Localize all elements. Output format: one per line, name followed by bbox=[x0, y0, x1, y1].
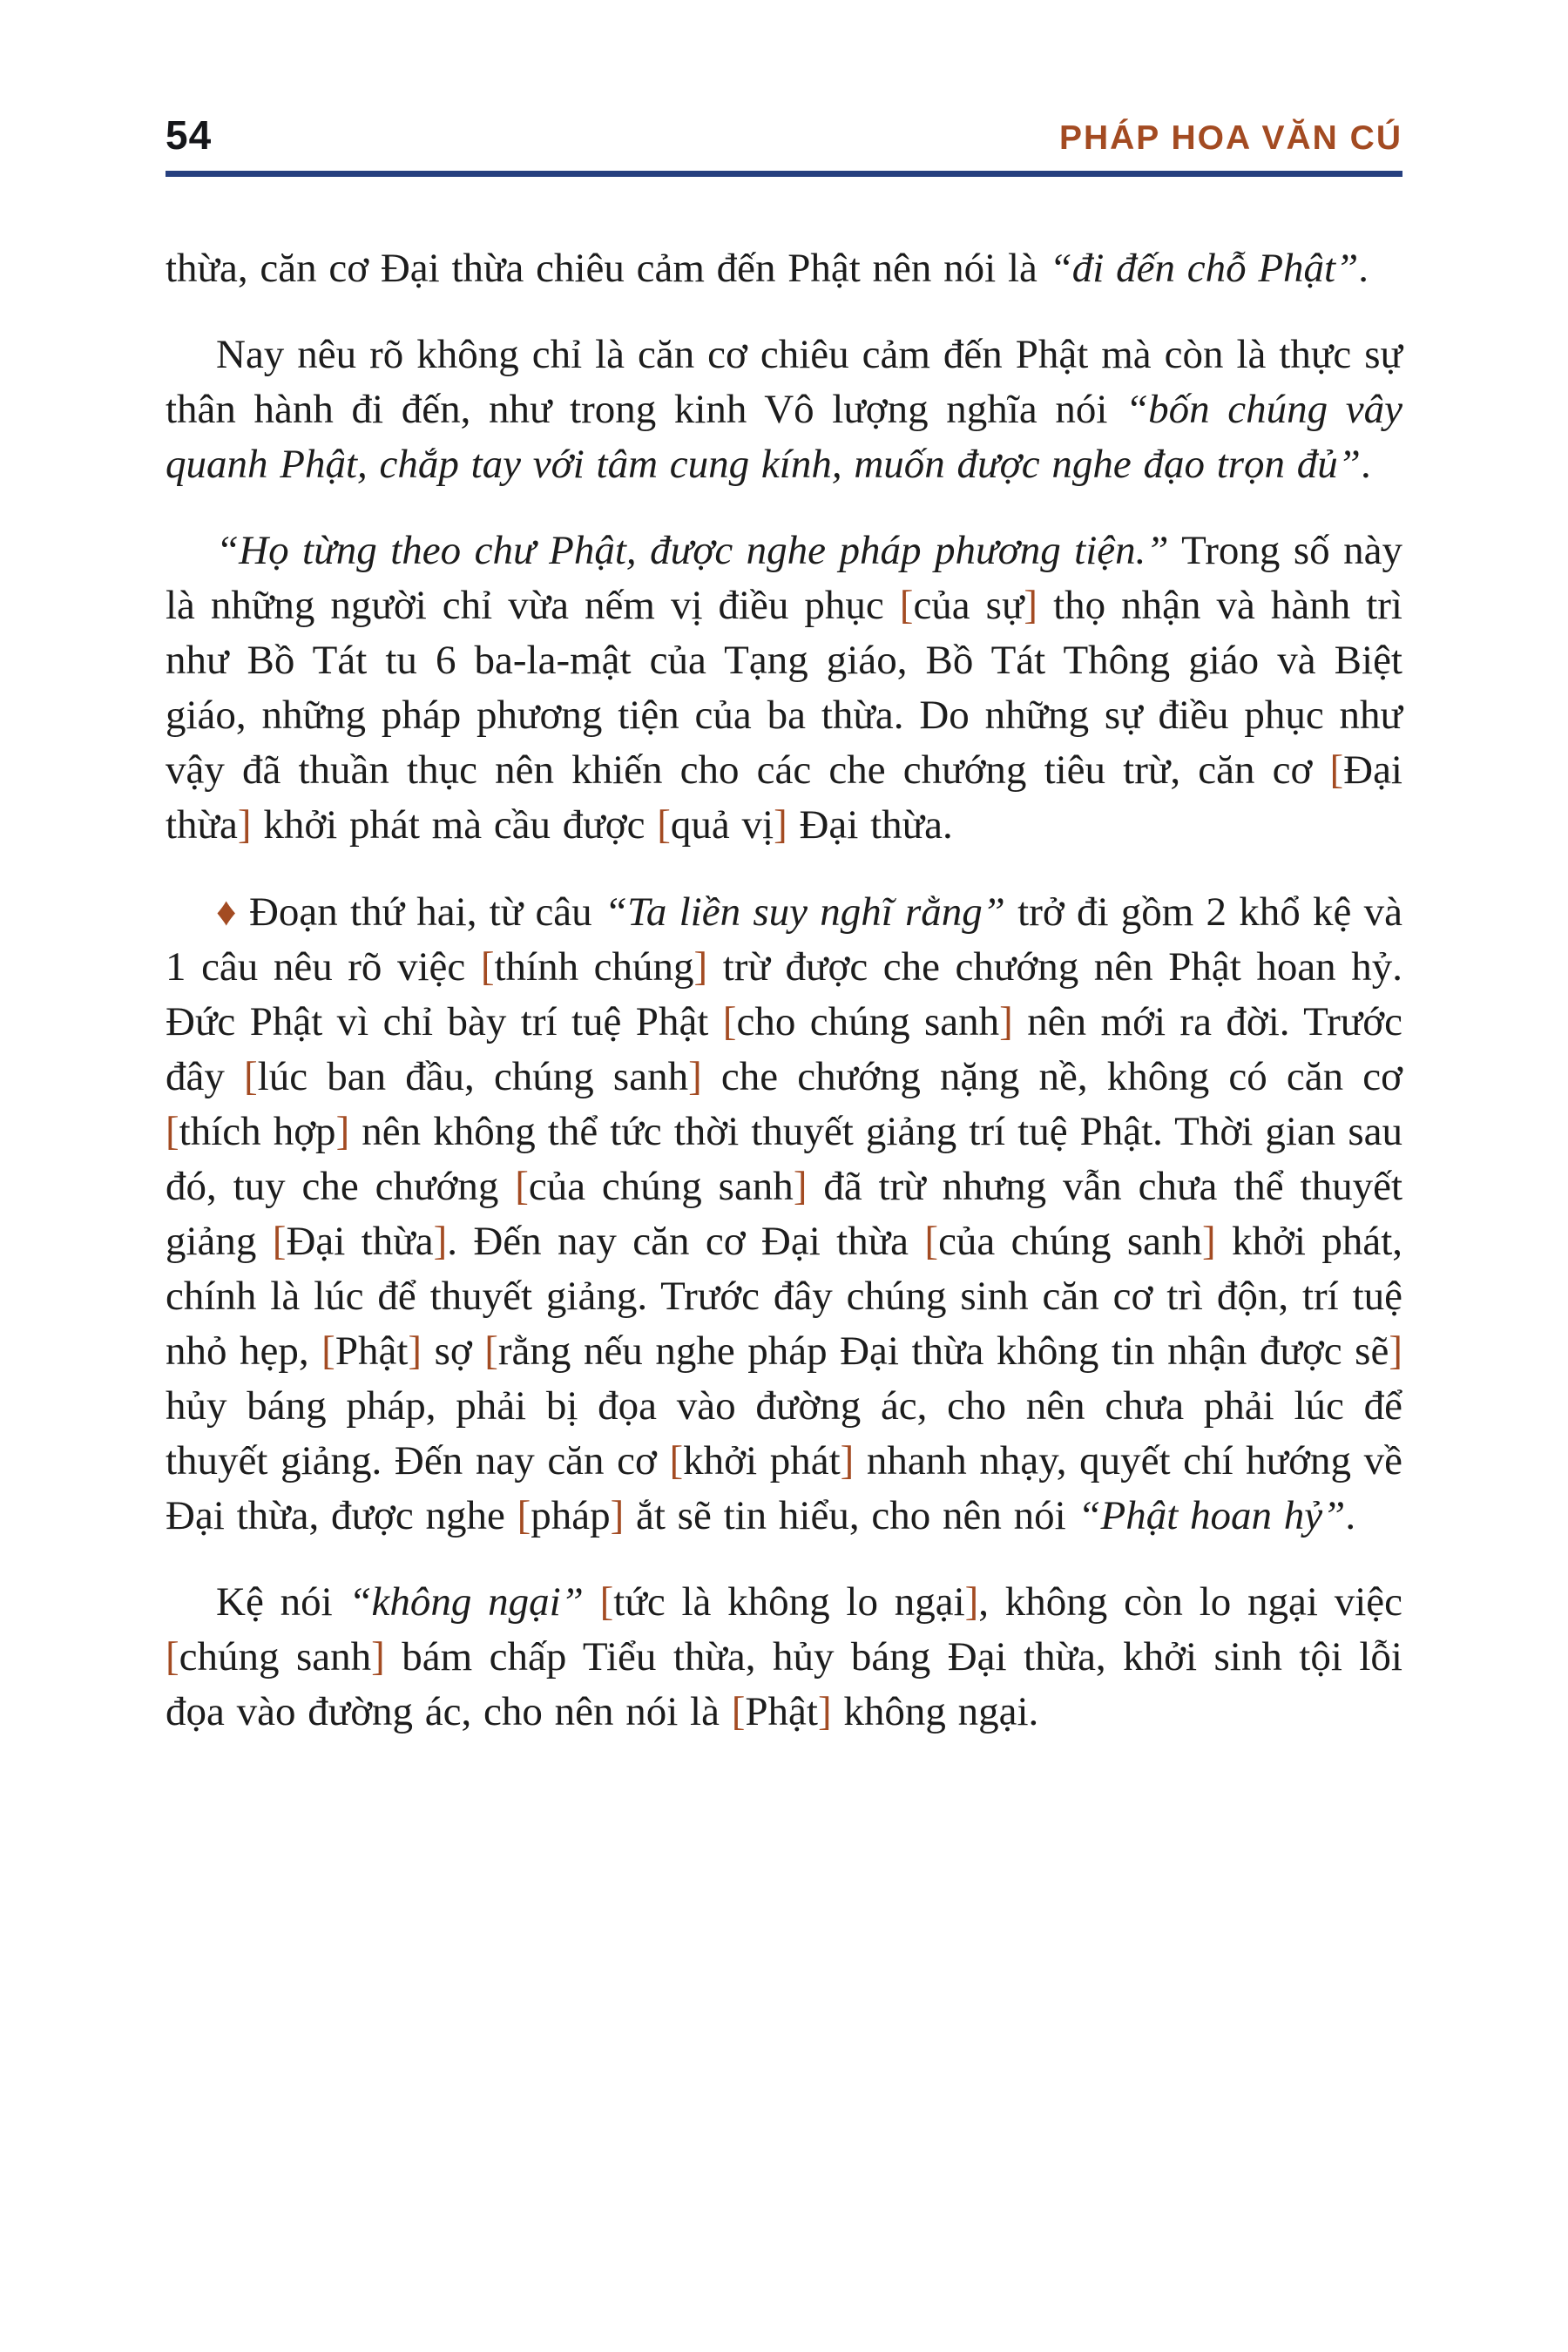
bracket-close: ] bbox=[335, 1109, 350, 1154]
bracket-annotation-text: lúc ban đầu, chúng sanh bbox=[257, 1054, 689, 1099]
bracket-close: ] bbox=[688, 1054, 702, 1099]
bracket-annotation-text: quả vị bbox=[670, 802, 774, 848]
quoted-scripture-text: “đi đến chỗ Phật” bbox=[1049, 246, 1359, 291]
bracket-annotation-text: pháp bbox=[531, 1493, 611, 1538]
bracket-close: ] bbox=[964, 1579, 979, 1625]
page-number: 54 bbox=[166, 112, 213, 158]
bracket-annotation-text: của chúng sanh bbox=[528, 1164, 794, 1209]
body-text: nhanh nhạy, quyết chí hướng về Đại thừa, được nghe bbox=[166, 1438, 1402, 1538]
bracket-close: ] bbox=[408, 1328, 422, 1374]
bracket-open: [ bbox=[166, 1634, 179, 1680]
body-text: trừ được che chướng nên Phật hoan hỷ. Đức Phật vì chỉ bày trí tuệ Phật bbox=[166, 944, 1402, 1044]
body-text: Nay nêu rõ không chỉ là căn cơ chiêu cảm đến Phật mà còn là thực sự thân hành đi đến, như trong kinh Vô lượng nghĩa nói bbox=[166, 332, 1402, 432]
bracket-close: ] bbox=[1024, 583, 1038, 628]
bracket-open: [ bbox=[669, 1438, 684, 1484]
paragraph bbox=[166, 884, 1402, 1544]
body-text: nên mới ra đời. Trước đây bbox=[166, 999, 1402, 1099]
bracket-annotation-text: khởi phát bbox=[683, 1438, 841, 1484]
header-rule-divider bbox=[166, 171, 1402, 177]
bracket-open: [ bbox=[722, 999, 737, 1044]
body-text: trở đi gồm 2 khổ kệ và 1 câu nêu rõ việc bbox=[166, 889, 1402, 990]
body-text: , không còn lo ngại việc bbox=[978, 1579, 1402, 1625]
bracket-open: [ bbox=[599, 1579, 614, 1625]
body-text: Kệ nói bbox=[216, 1579, 349, 1625]
body-text: . bbox=[1360, 442, 1371, 487]
bracket-close: ] bbox=[774, 802, 787, 848]
body-text: Đại thừa. bbox=[787, 802, 953, 848]
bracket-close: ] bbox=[999, 999, 1013, 1044]
paragraph bbox=[166, 524, 1402, 853]
body-text: sợ bbox=[422, 1328, 485, 1374]
bracket-annotation-text: cho chúng sanh bbox=[736, 999, 1000, 1044]
paragraph bbox=[166, 1575, 1402, 1740]
quoted-scripture-text: “bốn chúng vây quanh Phật, chắp tay với tâm cung kính, muốn được nghe đạo trọn đủ” bbox=[166, 387, 1402, 487]
bracket-open: [ bbox=[484, 1328, 498, 1374]
bracket-annotation-text: Đại thừa bbox=[166, 747, 1402, 848]
bracket-open: [ bbox=[244, 1054, 258, 1099]
bracket-open: [ bbox=[517, 1493, 531, 1538]
body-text: không ngại. bbox=[831, 1689, 1039, 1734]
body-text bbox=[584, 1579, 600, 1625]
bracket-open: [ bbox=[899, 583, 914, 628]
body-text: khởi phát, chính là lúc để thuyết giảng. Trước đây chúng sinh căn cơ trì độn, trí tuệ nhỏ hẹp, bbox=[166, 1219, 1402, 1374]
body-text: . bbox=[1345, 1493, 1356, 1538]
bracket-close: ] bbox=[433, 1219, 448, 1264]
body-text: bám chấp Tiểu thừa, hủy báng Đại thừa, khởi sinh tội lỗi đọa vào đường ác, cho nên nói là bbox=[166, 1634, 1402, 1734]
diamond-bullet-icon: ♦ bbox=[216, 889, 237, 934]
body-text: che chướng nặng nề, không có căn cơ bbox=[701, 1054, 1402, 1099]
paragraph bbox=[166, 328, 1402, 492]
bracket-annotation-text: Phật bbox=[745, 1689, 818, 1734]
bracket-annotation-text: của sự bbox=[913, 583, 1024, 628]
bracket-close: ] bbox=[371, 1634, 385, 1680]
bracket-close: ] bbox=[1389, 1328, 1402, 1374]
bracket-close: ] bbox=[817, 1689, 832, 1734]
paragraph bbox=[166, 241, 1402, 296]
body-text: thọ nhận và hành trì như Bồ Tát tu 6 ba-la-mật của Tạng giáo, Bồ Tát Thông giáo và Biệt giáo, những pháp phương tiện của ba thừa. Do những sự điều phục như vậy đã thuần thục nên khiến cho các che chướng tiêu trừ, căn cơ bbox=[166, 583, 1402, 793]
bracket-close: ] bbox=[237, 802, 252, 848]
quoted-scripture-text: “không ngại” bbox=[348, 1579, 584, 1625]
bracket-annotation-text: Phật bbox=[335, 1328, 409, 1374]
bracket-close: ] bbox=[793, 1164, 808, 1209]
running-title: PHÁP HOA VĂN CÚ bbox=[1058, 119, 1402, 157]
body-text: thừa, căn cơ Đại thừa chiêu cảm đến Phật nên nói là bbox=[166, 246, 1050, 291]
bracket-annotation-text: thính chúng bbox=[494, 944, 694, 990]
bracket-annotation-text: rằng nếu nghe pháp Đại thừa không tin nhận được sẽ bbox=[497, 1328, 1389, 1374]
body-text: . bbox=[1358, 246, 1369, 291]
bracket-close: ] bbox=[1202, 1219, 1216, 1264]
bracket-annotation-text: tức là không lo ngại bbox=[613, 1579, 965, 1625]
page-header bbox=[166, 112, 1402, 158]
body-text: đã trừ nhưng vẫn chưa thể thuyết giảng bbox=[166, 1164, 1402, 1264]
bracket-open: [ bbox=[924, 1219, 939, 1264]
bracket-annotation-text: Đại thừa bbox=[286, 1219, 434, 1264]
bracket-close: ] bbox=[840, 1438, 855, 1484]
body-text: Đoạn thứ hai, từ câu bbox=[248, 889, 605, 935]
quoted-scripture-text: “Ta liền suy nghĩ rằng” bbox=[604, 889, 1005, 935]
body-text: ắt sẽ tin hiểu, cho nên nói bbox=[624, 1493, 1078, 1538]
quoted-scripture-text: “Họ từng theo chư Phật, được nghe pháp phương tiện.” bbox=[216, 528, 1169, 573]
bracket-open: [ bbox=[515, 1164, 529, 1209]
bracket-open: [ bbox=[480, 944, 495, 990]
bracket-close: ] bbox=[610, 1493, 625, 1538]
bracket-open: [ bbox=[657, 802, 671, 848]
body-text: hủy báng pháp, phải bị đọa vào đường ác, cho nên chưa phải lúc để thuyết giảng. Đến nay căn cơ bbox=[166, 1383, 1402, 1484]
body-text: . Đến nay căn cơ Đại thừa bbox=[447, 1219, 925, 1264]
bracket-open: [ bbox=[1329, 747, 1344, 793]
bracket-annotation-text: của chúng sanh bbox=[938, 1219, 1203, 1264]
bracket-open: [ bbox=[321, 1328, 335, 1374]
bracket-annotation-text: thích hợp bbox=[179, 1109, 336, 1154]
body-text: nên không thể tức thời thuyết giảng trí tuệ Phật. Thời gian sau đó, tuy che chướng bbox=[166, 1109, 1402, 1209]
bracket-open: [ bbox=[272, 1219, 287, 1264]
bracket-open: [ bbox=[166, 1109, 179, 1154]
quoted-scripture-text: “Phật hoan hỷ” bbox=[1078, 1493, 1346, 1538]
body-text: khởi phát mà cầu được bbox=[251, 802, 658, 848]
page-body bbox=[166, 241, 1402, 1740]
bracket-close: ] bbox=[693, 944, 708, 990]
body-text: Trong số này là những người chỉ vừa nếm vị điều phục bbox=[166, 528, 1402, 628]
bracket-annotation-text: chúng sanh bbox=[179, 1634, 372, 1680]
bracket-open: [ bbox=[731, 1689, 746, 1734]
